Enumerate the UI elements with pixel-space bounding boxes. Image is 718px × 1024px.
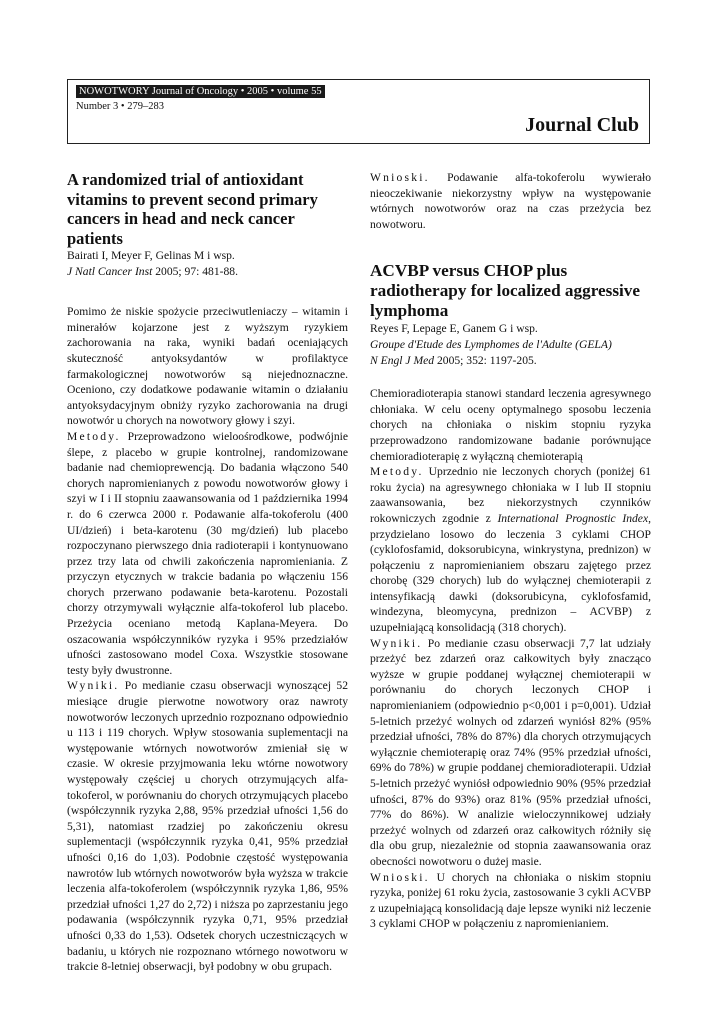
article2-methods-label: Metody. [370, 465, 424, 479]
article2-group: Groupe d'Etude des Lymphomes de l'Adulte (GELA) [370, 337, 612, 351]
article2-reference [370, 353, 651, 369]
article2-results [370, 636, 651, 870]
article2-methods-italic: International Prognostic Index [497, 511, 649, 525]
article2-intro: Chemioradioterapia stanowi standard leczenia agresywnego chłoniaka. W celu oceny optymalnego sposobu leczenia chorych na chłoniaka o niskim stopniu ryzyka przeprowadzono randomizowane badanie porównujące chemioradioterapię z wyłączną chemioterapią [370, 387, 651, 463]
article1-results-text: Po medianie czasu obserwacji wynoszącej 52 miesiące drugie pierwotne nowotwory oraz nawroty nowotworów leczonych uprzednio rozpoznano odpowiednio u 113 i 119 chorych. Wpływ stosowania suplementacji na występowanie wtórnych nowotworów zmieniał się w czasie. W okresie przyjmowania leku wtórne nowotwory występowały częściej u chorych otrzymujących alfa-tokoferol, w porównaniu do chorych otrzymujących placebo (współczynnik ryzyka 2,88, 95% przedział ufności 1,56 do 5,31), natomiast rzadziej po zakończeniu okresu suplementacji (współczynnik ryzyka 0,41, 95% przedział ufności 0,16 do 1,03). Podobnie częstość występowania nawrotów lub wtórnych nowotworów była wyższa w trakcie leczenia alfa-tokoferolem (współczynnik ryzyka 1,86, 95% przedział ufności 1,27 do 2,72) i niższa po zaprzestaniu jego podawania (współczynnik ryzyka 0,71, 95% przedział ufności 0,33 do 1,53). Odsetek chorych uczestniczących w badaniu, u których nie rozpoznano wtórnego nowotworu w trakcie 8-letniej obserwacji, był podobny w obu grupach. [67, 679, 348, 974]
journal-tag: NOWOTWORY Journal of Oncology • 2005 • volume 55 [76, 85, 325, 98]
article2-methods-text-b: , przydzielano losowo do leczenia 3 cyklami CHOP (cyklofosfamid, doksorubicyna, winkrystyna, prednizon) w połączeniu z napromienianiem obszaru zajętego przez chorobę (329 chorych) lub do wyłącznej chemioterapii z intensyfikacją dawki (doksorubicyna, cyklofosfamid, windezyna, bleomycyna, prednizon – ACVBP) z uzupełniającą konsolidacją (318 chorych). [370, 511, 651, 635]
article1-ref-details: 2005; 97: 481-88. [152, 264, 239, 278]
article1-reference [67, 264, 348, 280]
article2-conclusions [370, 870, 651, 932]
article1-conclusions-text: Podawanie alfa-tokoferolu wywierało nieoczekiwanie niekorzystny wpływ na występowanie wtórnych nowotworów oraz na czas przeżycia bez nowotworu. [370, 171, 651, 231]
article1-methods-text: Przeprowadzono wieloośrodkowe, podwójnie ślepe, z placebo w grupie kontrolnej, randomizowane badanie nad chemioprewencją. Do badania włączono 540 chorych napromienianych z powodu nowotworów głowy i szyi w I i II stopniu zaawansowania od 1 października 1994 r. do 6 czerwca 2000 r. Podawanie alfa-tokoferolu (400 UI/dzień) i beta-karotenu (30 mg/dzień) lub placebo rozpoczynano pierwszego dnia radioterapii i kontynuowano przez trzy lata od chwili zakończenia napromieniania. Z przyczyn etycznych w trakcie badania po włączeniu 156 chorych przerwano podawanie beta-karotenu. Pozostali chorzy otrzymywali wyłącznie alfa-tokoferol lub placebo. Przeżycia oceniano metodą Kaplana-Meyera. Do oszacowania współczynników ryzyka i 95% przedziałów ufności zastosowano model Coxa. Wszystkie stosowane testy były dwustronne. [67, 429, 348, 677]
article1-authors: Bairati I, Meyer F, Gelinas M i wsp. [67, 249, 235, 262]
article2-authors: Reyes F, Lepage E, Ganem G i wsp. [370, 322, 538, 336]
article2-title: ACVBP versus CHOP plus radiotherapy for localized aggressive lymphoma [370, 261, 641, 321]
article1-results-label: Wyniki. [67, 679, 120, 693]
article1-intro: Pomimo że niskie spożycie przeciwutleniaczy – witamin i minerałów kojarzone jest z wyższym ryzykiem zachorowania na raka, wyniki badań oceniających skuteczność antyoksydantów w profilaktyce farmakologicznej nowotworów są niejednoznaczne. Oceniono, czy dodatkowe podawanie witamin o działaniu antyoksydacyjnym obniży ryzyko zachorowania na drugi nowotwór u chorych na nowotwory głowy i szyi. [67, 305, 348, 428]
article2-ref-details: 2005; 352: 1197-205. [434, 353, 537, 367]
left-column [67, 170, 348, 975]
journal-header [67, 79, 650, 144]
issue-number: Number 3 • 279–283 [76, 101, 164, 112]
article1-journal: J Natl Cancer Inst [67, 264, 153, 278]
article2-methods [370, 464, 651, 636]
article2-methods-text-a: Uprzednio nie leczonych chorych (poniżej 61 roku życia) na agresywnego chłoniaka w I lub II stopniu zaawansowania, bez niekorzystnych czynników rokowniczych zgodnie z [370, 465, 651, 525]
article1-methods-label: Metody. [67, 429, 121, 443]
section-title: Journal Club [525, 114, 639, 136]
article1-results [67, 678, 348, 974]
article2-conclusions-text: U chorych na chłoniaka o niskim stopniu ryzyka, poniżej 61 roku życia, zastosowanie 3 cykli ACVBP z uzupełniającą konsolidacją daje lepsze wyniki niż leczenie 3 cyklami CHOP w połączeniu z napromienianiem. [370, 870, 651, 931]
right-column [370, 170, 651, 932]
article1-title: A randomized trial of antioxidant vitamins to prevent second primary cancers in head and neck cancer patients [67, 170, 318, 248]
article2-results-text: Po medianie czasu obserwacji 7,7 lat udziały przeżyć bez zdarzeń oraz całkowitych były znacząco wyższe w grupie poddanej wyłącznej chemioterapii w porównaniu do chorych leczonych CHOP i napromienianiem (odpowiednio p<0,001 i p=0,001). Udział 5-letnich przeżyć wolnych od zdarzeń wyniósł 82% (95% przedział ufności, 78% do 87%) dla chorych otrzymujących wyłącznie chemioterapię oraz 74% (95% przedział ufności, 69% do 78%) w grupie poddanej chemioradioterapii. Udział 5-letnich przeżyć wyniósł odpowiednio 90% (95% przedział ufności, 87% do 93%) oraz 81% (95% przedział ufności, 77% do 86%). W analizie wieloczynnikowej udziały przeżyć wolnych od zdarzeń oraz całkowitych różniły się dla obu grup, niezależnie od stopnia zaawansowania oraz obecności nowotworu o dużej masie. [370, 636, 651, 868]
article1-conclusions-label: Wnioski. [370, 171, 430, 184]
article1-methods [67, 429, 348, 679]
article2-results-label: Wyniki. [370, 636, 423, 650]
article2-journal: N Engl J Med [370, 353, 435, 367]
article1-conclusions [370, 170, 651, 232]
article2-conclusions-label: Wnioski. [370, 870, 430, 884]
